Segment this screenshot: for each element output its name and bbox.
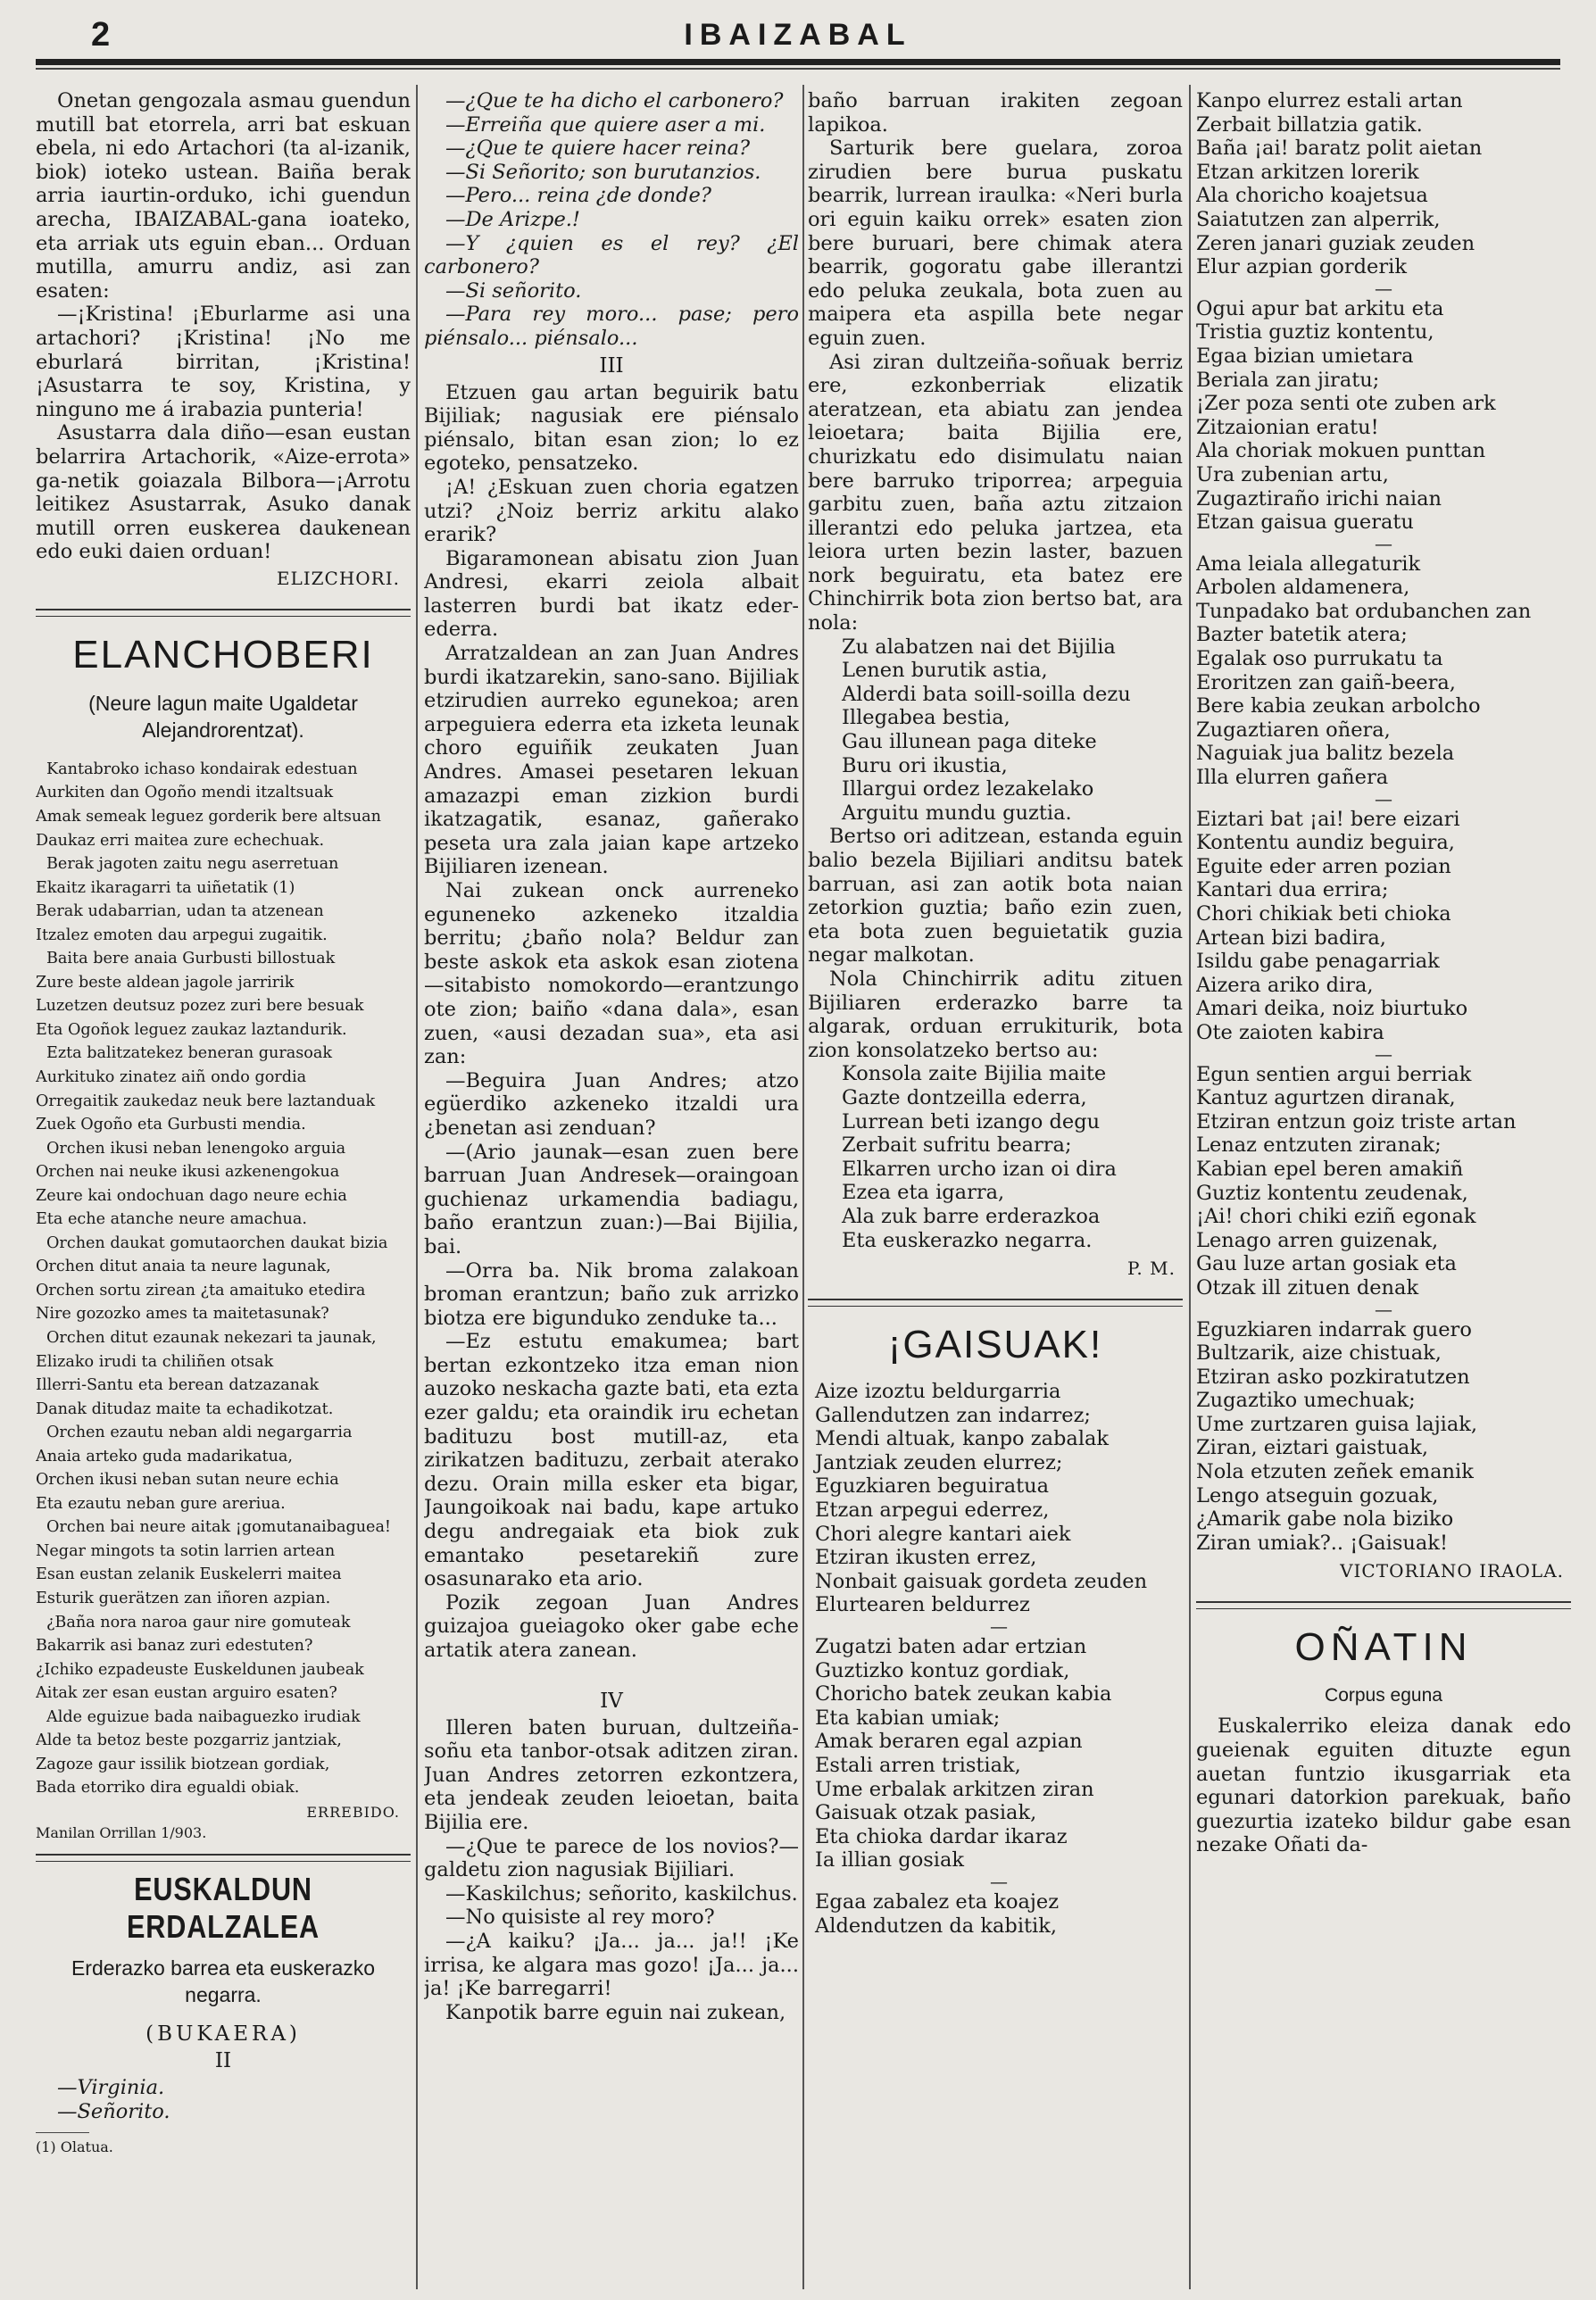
column-4	[1196, 89, 1571, 1857]
paragraph: Bigaramonean abisatu zion Juan Andresi, ekarri zeiola albait lasterren burdi bat ikatz eder-ederra.	[424, 546, 799, 642]
paragraph: —(Ario jaunak—esan zuen bere barruan Juan Andresek—oraingoan guchienaz urkamendia badiagu, baño erantzun zuan:)—Bai Bijilia, bai.	[424, 1140, 799, 1258]
paragraph: baño barruan irakiten zegoan lapikoa.	[808, 89, 1183, 137]
article-title: OÑATIN	[1294, 1625, 1473, 1670]
poem-line: Lenaz entzuten ziranak;	[1196, 1133, 1442, 1158]
poem-line: Lengo atseguin gozuak,	[1196, 1483, 1439, 1507]
poem-line: Ura zubenian artu,	[1196, 462, 1389, 486]
verse-line: Gau illunean paga diteke	[842, 730, 1097, 754]
poem-line: Aitak zer esan eustan arguiro esaten?	[36, 1684, 337, 1703]
paragraph: —¿A kaiku? ¡Ja... ja... ja!! ¡Ke irrisa, ke algara mas gozo! ¡Ja... ja... ja! ¡Ke barregarri!	[424, 1929, 799, 2001]
stanza-separator: —	[1375, 277, 1392, 299]
poem-line: Orchen sortu zirean ¿ta amaituko etedira	[36, 1281, 366, 1299]
dialogue-line: —Señorito.	[57, 2099, 170, 2123]
poem-line: Artean bizi badira,	[1196, 926, 1386, 950]
poem-dedication: (Neure lagun maite Ugaldetar Alejandrorentzat).	[88, 691, 358, 742]
paragraph: —Beguira Juan Andres; atzo egüerdiko azkeneko itzaldi ura ¿benetan asi zenduan?	[424, 1068, 799, 1140]
poem-line: Zerbait billatzia gatik.	[1196, 112, 1423, 137]
paragraph: —¡Kristina! ¡Eburlarme asi una artachori? ¡Kristina! ¡No me eburlará birritan, ¡Kristina! ¡Asustarra te soy, Kristina, y ninguno me á irabazia punteria!	[36, 303, 411, 421]
poem-line: Orchen ikusi neban lenengoko arguia	[46, 1139, 346, 1158]
article-part: (BUKAERA)	[145, 2022, 301, 2046]
poem-line: Isildu gabe penagarriak	[1196, 950, 1440, 974]
poem-line: Orchen ditut anaia ta neure lagunak,	[36, 1258, 331, 1276]
poem-line: Zitzaionian eratu!	[1196, 415, 1379, 439]
poem-line: Aurkiten dan Ogoño mendi itzaltsuak	[36, 784, 334, 802]
paragraph: Pozik zegoan Juan Andres guizajoa gueiagoko oker gabe eche artatik atera zanean.	[424, 1590, 799, 1662]
paragraph: Euskalerriko eleiza danak edo gueienak eguiten dituzte egun auetan funtzio ikusgarriak eta egunari datorkion parekuak, baño guezurtia izateko bildur gabe esan nezake Oñati da-	[1196, 1715, 1571, 1857]
poem-line: Ziran umiak?.. ¡Gaisuak!	[1196, 1531, 1448, 1555]
poem-line: Zuek Ogoño eta Gurbusti mendia.	[36, 1116, 306, 1134]
paragraph: —Kaskilchus; señorito, kaskilchus.	[445, 1881, 798, 1906]
poem-line: Danak ditudaz maite ta echadikotzat.	[36, 1399, 334, 1418]
poem-line: Zugaztiraño irichi naian	[1196, 486, 1442, 511]
poem-line: Egaa zabalez eta koajez	[815, 1889, 1060, 1914]
poem-line: ¿Ichiko ezpadeuste Euskeldunen jaubeak	[36, 1660, 364, 1679]
poem-line: Gaisuak otzak pasiak,	[815, 1801, 1037, 1825]
poem-line: Bere kabia zeukan arbolcho	[1196, 694, 1481, 718]
poem-line: Orchen ikusi neban sutan neure echia	[36, 1471, 339, 1490]
poem-line: Eta chioka dardar ikaraz	[815, 1824, 1068, 1848]
column-divider	[416, 85, 418, 2289]
dialogue-block	[424, 89, 799, 351]
verse-line: Ala zuk barre erderazkoa	[842, 1204, 1101, 1228]
paragraph: ¡A! ¿Eskuan zuen choria egatzen utzi? ¿Noiz berriz arkitu alako erarik?	[424, 475, 799, 547]
poem-line: ¡Zer poza senti ote zuben ark	[1196, 392, 1496, 416]
paragraph: —¿Que te parece de los novios?—galdetu zion nagusiak Bijiliari.	[424, 1834, 799, 1882]
poem-line: Kantabroko ichaso kondairak edestuan	[46, 760, 358, 778]
poem-line: Kantari dua errira;	[1196, 878, 1389, 902]
poem-line: Egaa bizian umietara	[1196, 344, 1414, 368]
verse-line: Illargui ordez lezakelako	[842, 777, 1094, 801]
poem-line: Ia illian gosiak	[815, 1848, 965, 1872]
poem-line: Kantuz agurtzen diranak,	[1196, 1086, 1456, 1110]
verse	[808, 1062, 1183, 1252]
poem-line: Nire gozozko ames ta maitetasunak?	[36, 1305, 329, 1324]
dialogue-line: —Erreiña que quiere aser a mi.	[445, 112, 766, 137]
poem-line: Bada etorriko dira egualdi obiak.	[36, 1779, 300, 1798]
dialogue-line: —De Arizpe.!	[445, 207, 580, 231]
poem-line: ¿Baña nora naroa gaur nire gomuteak	[46, 1613, 351, 1632]
poem-line: Ote zaioten kabira	[1196, 1020, 1384, 1044]
poem-line: Anaia arteko guda madarikatua,	[36, 1447, 293, 1466]
page-header	[36, 16, 1560, 52]
poem-line: Aizera ariko dira,	[1196, 973, 1374, 997]
header-rule	[36, 59, 1560, 65]
paragraph: Illeren baten buruan, dultzeiña-soñu eta tanbor-otsak aditzen ziran. Juan Andres zetorren ezkontzera, eta jendeak zeuden leioetan, baita Bijilia ere.	[424, 1715, 799, 1834]
poem-line: Itzalez emoten dau arpegui zugaitik.	[36, 926, 328, 944]
poem-line: Choricho batek zeukan kabia	[815, 1682, 1112, 1706]
poem-line: Tunpadako bat ordubanchen zan	[1196, 599, 1532, 623]
dialogue-line: —Si señorito.	[445, 278, 582, 303]
paragraph: Sarturik bere guelara, zoroa zirudien bere burua puskatu bearrik, lurrean iraulka: «Neri burla ori eguin kaiku orrek» esaten zion bere buruari, bere chimak atera bearrik, gogoratu gabe illerantzi edo peluka zeukala, bota zuen au maipera eta aspilla bete negar eguin zuen.	[808, 137, 1183, 350]
poem-line: Ume erbalak arkitzen ziran	[815, 1777, 1094, 1801]
poem-line: Orchen nai neuke ikusi azkenengokua	[36, 1163, 340, 1182]
poem-line: Esturik guerätzen zan iñoren azpian.	[36, 1590, 331, 1608]
section-separator	[1196, 1601, 1571, 1609]
poem-line: Ama leiala allegaturik	[1196, 552, 1421, 576]
signature: ELIZCHORI.	[276, 567, 400, 589]
paragraph: Kanpotik barre eguin nai zukean,	[445, 2000, 786, 2024]
poem-line: Elurtearen beldurrez	[815, 1593, 1030, 1617]
stanza-separator: —	[990, 1615, 1008, 1638]
poem-line: Chori chikiak beti chioka	[1196, 902, 1451, 926]
section-separator	[36, 1854, 411, 1862]
section-number: III	[599, 353, 624, 378]
paragraph: Asustarra dala diño—esan eustan belarrira Artachorik, «Aize-errota» ga-netik goiazala Bilbora—¡Arrotu leitikez Asustarrak, Asuko danak mutill orren euskerea daukenean edo euki daien orduan!	[36, 421, 411, 564]
verse-line: Illegabea bestia,	[842, 706, 1010, 730]
poem-line: Zugaztiaren oñera,	[1196, 718, 1391, 742]
poem-line: Zugaztiko umechuak;	[1196, 1389, 1416, 1413]
poem-line: Eguite eder arren pozian	[1196, 854, 1451, 878]
paragraph: Nola Chinchirrik aditu zituen Bijiliaren erderazko barre ta algarak, orduan errukiturik, bota zion konsolatzeko bertso au:	[808, 967, 1183, 1062]
poem-line: Estali arren tristiak,	[815, 1754, 1021, 1777]
section-number: IV	[600, 1689, 623, 1713]
poem-line: Bazter batetik atera;	[1196, 623, 1408, 647]
poem-line: Amari deika, noiz biurtuko	[1196, 997, 1468, 1021]
poem-line: Guztizko kontuz gordiak,	[815, 1658, 1070, 1682]
verse-line: Elkarren urcho izan oi dira	[842, 1157, 1117, 1181]
article-subtitle: Corpus eguna	[1325, 1685, 1442, 1706]
stanza-separator: —	[1375, 1042, 1392, 1065]
poem-line: Etzan arkitzen lorerik	[1196, 160, 1419, 184]
poem-line: Eiztari bat ¡ai! bere eizari	[1196, 807, 1460, 831]
poem-line: Orchen daukat gomutaorchen daukat bizia	[46, 1233, 388, 1252]
section-body	[424, 1716, 799, 2025]
poem-line: Bakarrik asi banaz zuri edestuten?	[36, 1637, 313, 1656]
poem-line: Aize izoztu beldurgarria	[815, 1380, 1061, 1404]
poem-line: Tristia guztiz kontentu,	[1196, 320, 1434, 345]
poem-line: Ala choriak mokuen punttan	[1196, 439, 1486, 463]
poem-line: Illa elurren gañera	[1196, 766, 1389, 790]
verse-line: Ezea eta igarra,	[842, 1181, 1005, 1205]
verse	[808, 635, 1183, 826]
article-title: EUSKALDUN ERDALZALEA	[127, 1870, 320, 1945]
poem-line: Orchen ezautu neban aldi negargarria	[46, 1424, 353, 1442]
poem-line: Eroritzen zan gaiñ-beera,	[1196, 670, 1456, 694]
poem-line: Alde eguizue bada naibaguezko irudiak	[46, 1707, 361, 1726]
poem-line: Aldendutzen da kabitik,	[815, 1914, 1058, 1938]
poem-line: Kanpo elurrez estali artan	[1196, 89, 1463, 112]
stanza-separator: —	[990, 1870, 1008, 1892]
poem-title: ¡GAISUAK!	[887, 1323, 1103, 1367]
poem-body	[1196, 89, 1571, 1555]
verse-line: Arguitu mundu guztia.	[842, 801, 1072, 825]
poem-line: Eguzkiaren indarrak guero	[1196, 1317, 1472, 1341]
poem-line: Ala choricho koajetsua	[1196, 184, 1428, 208]
footnote-rule	[36, 2132, 89, 2133]
verse-line: Lurrean beti izango degu	[842, 1109, 1101, 1133]
verse-line: Alderdi bata soill-soilla dezu	[842, 682, 1131, 706]
poem-line: Illerri-Santu eta berean datzazanak	[36, 1376, 320, 1395]
poem-line: Nonbait gaisuak gordeta zeuden	[815, 1569, 1148, 1593]
paragraph: —Orra ba. Nik broma zalakoan broman erantzun; baño zuk arrizko biotza ere bigunduko zenduke ta...	[424, 1258, 799, 1330]
poem-line: Negar mingots ta sotin larrien artean	[36, 1541, 336, 1560]
poem-line: Ekaitz ikaragarri ta uiñetatik (1)	[36, 878, 295, 897]
poem-signature: ERREBIDO.	[306, 1803, 400, 1821]
poem-line: Egun sentien argui berriak	[1196, 1062, 1472, 1086]
poem-line: Elizako irudi ta chiliñen otsak	[36, 1352, 274, 1371]
footnote: (1) Olatua.	[36, 2138, 113, 2156]
page-number: 2	[91, 16, 111, 54]
poem-line: Amak beraren egal azpian	[815, 1730, 1083, 1754]
stanza-separator: —	[1375, 787, 1392, 810]
poem-line: Eta Ogoñok leguez zaukaz laztandurik.	[36, 1020, 347, 1039]
poem-line: Orchen bai neure aitak ¡gomutanaibaguea!	[46, 1518, 392, 1537]
dialogue-line: —¿Que te ha dicho el carbonero?	[445, 89, 784, 112]
dialogue-lines	[36, 2076, 411, 2123]
poem-line: Naguiak jua balitz bezela	[1196, 742, 1455, 766]
dialogue-line: —Y ¿quien es el rey? ¿El carbonero?	[424, 231, 799, 279]
dialogue-line: —Virginia.	[57, 2075, 165, 2099]
poem-line: Baita bere anaia Gurbusti billostuak	[46, 950, 336, 968]
poem-line: Ezta balitzatekez beneran gurasoak	[46, 1044, 333, 1063]
poem-line: Etziran asko pozkiratutzen	[1196, 1365, 1470, 1389]
paragraph: Etzuen gau artan beguirik batu Bijiliak; nagusiak ere piénsalo piénsalo, bitan esan zion; lo ez egoteko, pensatzeko.	[424, 380, 799, 476]
paragraph: Nai zukean onck aurreneko eguneneko azkeneko itzaldia berritu; ¿baño nola? Beldur zan beste askok eta askok esan ziotena—sitabisto nomokordo—erantzungo ote zion; baiño «dana dala», esan zuen, «ausi dezadan sua», eta asi zan:	[424, 879, 799, 1069]
story-body	[808, 89, 1183, 635]
column-divider	[802, 85, 804, 2289]
spacer	[424, 1663, 799, 1686]
poem-line: Ogui apur bat arkitu eta	[1196, 296, 1444, 320]
poem-line: Etzan arpegui ederrez,	[815, 1499, 1050, 1523]
section-body	[424, 381, 799, 1663]
paragraph: Bertso ori aditzean, estanda eguin balio bezela Bijiliari anditsu batek barruan, asi zan aotik bota naian zetorkion guztia; baño ezin zuen, eta bota zuen beguietatik guzia negar malkotan.	[808, 825, 1183, 967]
section-number: II	[214, 2048, 232, 2072]
poem-line: Etzan gaisua gueratu	[1196, 511, 1414, 535]
dialogue-line: —Pero... reina ¿de donde?	[445, 184, 711, 208]
poem-line: Lenago arren guizenak,	[1196, 1228, 1439, 1252]
column-2	[424, 89, 799, 2024]
poem-line: Alde ta betoz beste pozgarriz jantziak,	[36, 1731, 342, 1750]
poem-line: Zeure kai ondochuan dago neure echia	[36, 1186, 347, 1205]
poem-line: Nola etzuten zeñek emanik	[1196, 1460, 1474, 1484]
masthead-title: IBAIZABAL	[684, 18, 912, 52]
poem-line: Gallendutzen zan indarrez;	[815, 1403, 1092, 1427]
poem-line: Eta eche atanche neure amachua.	[36, 1210, 307, 1229]
dialogue-line: —Para rey moro... pase; pero piénsalo... piénsalo...	[424, 303, 799, 350]
poem-line: Eta ezautu neban gure areriua.	[36, 1494, 286, 1513]
poem-line: Esan eustan zelanik Euskelerri maitea	[36, 1565, 342, 1584]
paragraph: Arratzaldean an zan Juan Andres burdi ikatzarekin, sano-sano. Bijiliak etzirudien aurreko egunekoa; aren arpeguiera ederra eta izketa leunak choro eguiñik zeukaten Juan Andres. Amasei pesetaren lekuan amazazpi eman zizkion burdi ikatzagatik, esanaz, gañerako peseta ura zala jaian kape artzeko Bijiliaren izenean.	[424, 642, 799, 879]
section-separator	[808, 1299, 1183, 1307]
poem-line: Mendi altuak, kanpo zabalak	[815, 1427, 1110, 1451]
verse-line: Zu alabatzen nai det Bijilia	[842, 635, 1116, 659]
poem-place-date: Manilan Orrillan 1/903.	[36, 1823, 207, 1841]
paragraph: Asi ziran dultzeiña-soñuak berriz ere, ezkonberriak elizatik ateratzean, eta abiatu zan jendea leioetara; baita Bijilia ere, churizkatu edo disimulatu naian bere barruko triporrea; arpeguia garbitu zuen, baña aztu zitzaion illerantzi edo peluka jartzea, eta leiora urten bezin laster, bazuen nork beguiratu, eta batez ere Chinchirrik bota zion bertso bat, ara nola:	[808, 350, 1183, 635]
poem-line: Orchen ditut ezaunak nekezari ta jaunak,	[46, 1329, 377, 1347]
signature: P. M.	[1127, 1258, 1176, 1280]
poem-line: Gau luze artan gosiak eta	[1196, 1252, 1457, 1276]
poem-line: Daukaz erri maitea zure echechuak.	[36, 831, 325, 850]
poem-line: Zeren janari guziak zeuden	[1196, 231, 1475, 255]
poem-title: ELANCHOBERI	[72, 632, 374, 677]
poem-line: Zure beste aldean jagole jarririk	[36, 973, 295, 992]
poem-line: Ume zurtzaren guisa lajiak,	[1196, 1412, 1478, 1436]
poem-line: Baña ¡ai! baratz polit aietan	[1196, 137, 1483, 161]
poem-body	[808, 1380, 1183, 1938]
poem-author: VICTORIANO IRAOLA.	[1340, 1560, 1564, 1582]
poem-line: Eta kabian umiak;	[815, 1706, 1001, 1730]
poem-line: Aurkituko zinatez aiñ ondo gordia	[36, 1067, 307, 1086]
poem-line: Egalak oso purrukatu ta	[1196, 647, 1443, 671]
verse-line: Gazte dontzeilla ederra,	[842, 1085, 1087, 1109]
poem-line: Kontentu aundiz beguira,	[1196, 831, 1455, 855]
poem-line: ¡Ai! chori chiki eziñ egonak	[1196, 1205, 1476, 1229]
poem-line: Chori alegre kantari aiek	[815, 1522, 1071, 1546]
paragraph: Onetan gengozala asmau guendun mutill bat etorrela, arri bat eskuan ebela, ni edo Artachori (ta al-izanik, biok) ioteko ustean. Baiña berak arria iaurtin-orduko, ichi guendun arecha, IBAIZABAL-gana ioateko, eta arriak uts eguin eban... Orduan mutilla, amurru andiz, asi zan esaten:	[36, 89, 411, 303]
paragraph: —No quisiste al rey moro?	[445, 1906, 715, 1930]
poem-line: Orregaitik zaukedaz neuk bere laztanduak	[36, 1092, 376, 1110]
paragraph: —Ez estutu emakumea; bart bertan ezkontzeko itza eman nion auzoko neskacha gazte bati, eta ezta ezer galdu; eta oraindik iru echetan badituzu bost mutill-az, eta zirikatzen badituzu, zerbait aterako dezu. Orain milla esker eta bigar, Jaungoikoak nai badu, kape artuko degu andregaiak eta biok zuk emantako pesetarekiñ zure osasunarako eta ario.	[424, 1330, 799, 1591]
poem-line: Berak jagoten zaitu negu aserretuan	[46, 855, 339, 874]
poem-line: Otzak ill zituen denak	[1196, 1275, 1419, 1299]
verse-line: Buru ori ikustia,	[842, 753, 1008, 777]
poem-line: Saiatutzen zan alperrik,	[1196, 207, 1441, 231]
section-separator	[36, 609, 411, 617]
poem-line: Ziran, eiztari gaistuak,	[1196, 1436, 1429, 1460]
stanza-separator: —	[1375, 1298, 1392, 1320]
column-3	[808, 89, 1183, 1938]
poem-line: Etziran ikusten errez,	[815, 1546, 1037, 1570]
poem-line: Zagoze gaur issilik biotzean gordiak,	[36, 1755, 330, 1773]
header-rule-thin	[36, 68, 1560, 70]
verse-line: Konsola zaite Bijilia maite	[842, 1062, 1107, 1086]
poem-line: Kabian epel beren amakiñ	[1196, 1157, 1464, 1181]
poem-line: Berak udabarrian, udan ta atzenean	[36, 902, 324, 921]
article-subtitle: Erderazko barrea eta euskerazko negarra.	[71, 1955, 376, 2006]
column-divider	[1189, 85, 1191, 2289]
poem-body	[36, 758, 411, 1800]
poem-line: Luzetzen deutsuz pozez zuri bere besuak	[36, 997, 364, 1016]
poem-line: Jantziak zeuden elurrez;	[815, 1450, 1063, 1474]
poem-line: ¿Amarik gabe nola biziko	[1196, 1507, 1454, 1532]
stanza-separator: —	[1375, 532, 1392, 554]
poem-line: Amak semeak leguez gorderik bere altsuan	[36, 807, 382, 826]
story-body	[808, 825, 1183, 1062]
verse-line: Eta euskerazko negarra.	[842, 1228, 1093, 1252]
column-1	[36, 89, 411, 2155]
poem-line: Bultzarik, aize chistuak,	[1196, 1341, 1442, 1366]
poem-line: Zugatzi baten adar ertzian	[815, 1635, 1087, 1659]
verse-line: Zerbait sufritu bearra;	[842, 1133, 1072, 1158]
poem-line: Arbolen aldamenera,	[1196, 576, 1410, 600]
dialogue-line: —¿Que te quiere hacer reina?	[445, 137, 751, 161]
poem-line: Guztiz kontentu zeudenak,	[1196, 1181, 1468, 1205]
poem-line: Beriala zan jiratu;	[1196, 368, 1380, 392]
poem-line: Elur azpian gorderik	[1196, 255, 1407, 279]
verse-line: Lenen burutik astia,	[842, 659, 1048, 683]
poem-line: Eguzkiaren beguiratua	[815, 1474, 1050, 1499]
poem-line: Etziran entzun goiz triste artan	[1196, 1109, 1517, 1133]
dialogue-line: —Si Señorito; son burutanzios.	[445, 160, 761, 184]
